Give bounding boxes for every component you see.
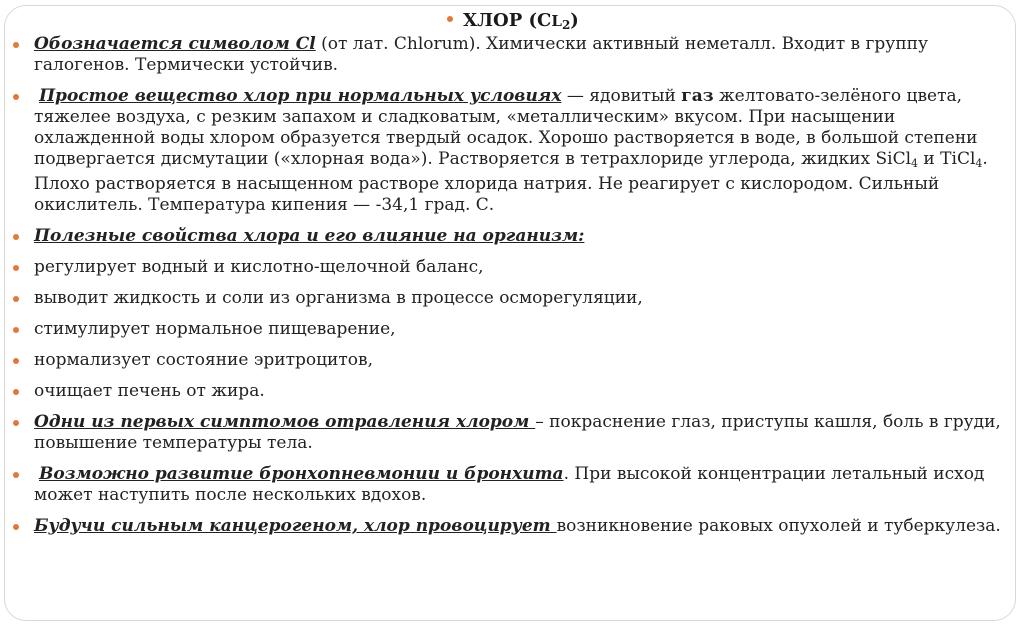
bullet-icon (13, 327, 19, 333)
list-item (10, 226, 1016, 247)
item-text: возникновение раковых опухолей и туберкулеза. (556, 516, 1001, 536)
item-text: . Плохо растворяется в насыщенном растворе хлорида натрия. Не реагирует с кислородом. Сильный окислитель. Температура кипения — -34,1 град. С. (34, 149, 988, 215)
item-text: и TiCl (918, 149, 976, 169)
bullet-icon (13, 389, 19, 395)
item-text: регулирует водный и кислотно-щелочной баланс, (34, 257, 484, 277)
item-bold: газ (681, 86, 714, 106)
item-text: . При высокой концентрации летальный исход может наступить после нескольких вдохов. (34, 464, 985, 505)
bullet-icon (13, 524, 19, 530)
item-text: выводит жидкость и соли из организма в процессе осморегуляции, (34, 288, 643, 308)
item-text: — ядовитый (561, 86, 682, 106)
list-item (10, 34, 1016, 76)
title-main: ХЛОР (C (463, 10, 552, 31)
item-text: – покраснение глаз, приступы кашля, боль в груди, повышение температуры тела. (34, 412, 1001, 453)
item-lead: Простое вещество хлор при нормальных условиях (39, 86, 562, 106)
title-close: ) (570, 10, 579, 31)
bullet-list (10, 34, 1016, 537)
slide-title (10, 8, 1016, 34)
list-item (10, 350, 1016, 371)
item-lead: Полезные свойства хлора и его влияние на организм: (34, 226, 585, 246)
bullet-icon (13, 472, 19, 478)
list-item (10, 288, 1016, 309)
bullet-icon (13, 234, 19, 240)
item-text: нормализует состояние эритроцитов, (34, 350, 373, 370)
bullet-icon (13, 296, 19, 302)
list-item (10, 319, 1016, 340)
title-small: L (551, 12, 562, 30)
item-lead: Возможно развитие бронхопневмонии и бронхита (39, 464, 564, 484)
title-subscript: 2 (561, 18, 571, 32)
slide-content (10, 8, 1016, 547)
item-text: желтовато-зелёного цвета, тяжелее воздуха, с резким запахом и сладковатым, «металлическим» вкусом. При насыщении охлажденной воды хлором образуется твердый осадок. Хорошо растворяется в воде, в большой степени подвергается дисмутации («хлорная вода»). Растворяется в тетрахлориде углерода, жидких SiCl (34, 86, 978, 169)
list-item (10, 464, 1016, 506)
bullet-icon (13, 265, 19, 271)
list-item (10, 412, 1016, 454)
item-text: стимулирует нормальное пищеварение, (34, 319, 396, 339)
bullet-icon (447, 16, 453, 22)
bullet-icon (13, 94, 19, 100)
bullet-icon (13, 420, 19, 426)
subscript: 4 (911, 157, 919, 170)
item-lead: Одни из первых симптомов отравления хлором (34, 412, 536, 432)
list-item (10, 381, 1016, 402)
item-text: очищает печень от жира. (34, 381, 265, 401)
item-text: (от лат. Chlorum). Химически активный неметалл. Входит в группу галогенов. Термически устойчив. (34, 34, 928, 75)
list-item (10, 257, 1016, 278)
subscript: 4 (975, 157, 983, 170)
item-lead: Будучи сильным канцерогеном, хлор провоцирует (34, 516, 557, 536)
bullet-icon (13, 358, 19, 364)
list-item (10, 516, 1016, 537)
list-item (10, 86, 1016, 216)
item-lead: Обозначается символом Cl (34, 34, 316, 54)
bullet-icon (13, 42, 19, 48)
